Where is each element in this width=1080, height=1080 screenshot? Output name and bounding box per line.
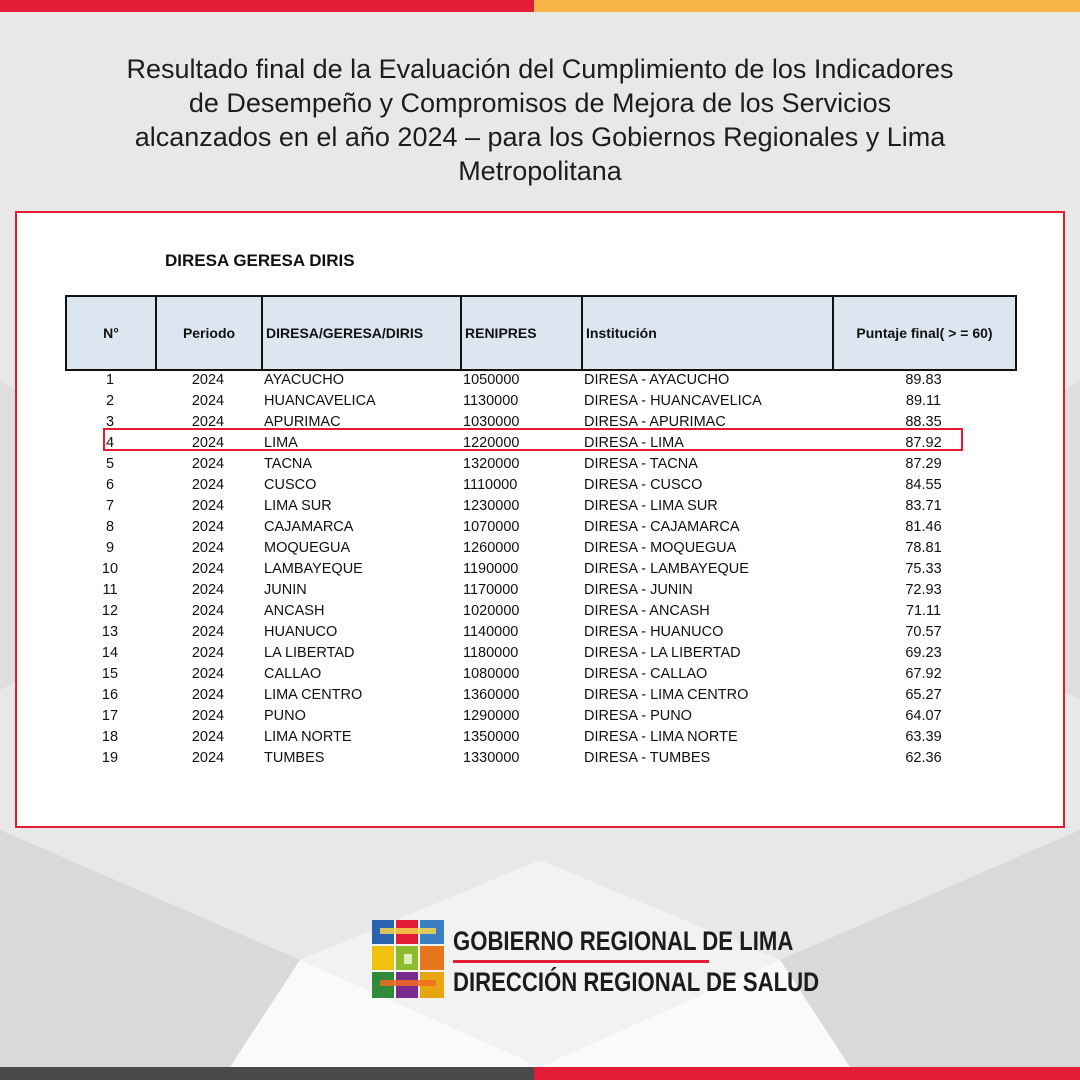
- results-card: [15, 211, 1065, 828]
- col-header-number: N°: [66, 296, 156, 370]
- page-title-line: Resultado final de la Evaluación del Cumplimiento de los Indicadores: [126, 54, 954, 84]
- cell-institucion: DIRESA - LIMA NORTE: [584, 729, 738, 745]
- cell-institucion: DIRESA - TACNA: [584, 456, 698, 472]
- cell-diresa: LIMA CENTRO: [264, 687, 363, 703]
- cell-puntaje: 89.83: [905, 372, 942, 388]
- cell-puntaje: 81.46: [905, 519, 942, 535]
- bottom-accent-bar-dark: [0, 1067, 534, 1080]
- cell-renipres: 1190000: [463, 561, 519, 577]
- cell-institucion: DIRESA - PUNO: [584, 708, 692, 724]
- table-row: [65, 727, 1015, 748]
- cell-periodo: 2024: [191, 477, 225, 493]
- cell-puntaje: 83.71: [905, 498, 942, 514]
- cell-diresa: PUNO: [264, 708, 306, 724]
- cell-diresa: LAMBAYEQUE: [264, 561, 363, 577]
- table-row: [65, 559, 1015, 580]
- table-row: [65, 622, 1015, 643]
- cell-diresa: HUANCAVELICA: [264, 393, 376, 409]
- col-header-diresa: DIRESA/GERESA/DIRIS: [262, 296, 461, 370]
- cell-number: 15: [101, 666, 119, 682]
- cell-institucion: DIRESA - LIMA SUR: [584, 498, 718, 514]
- cell-renipres: 1020000: [463, 603, 520, 619]
- cell-periodo: 2024: [191, 435, 225, 451]
- cell-diresa: AYACUCHO: [264, 372, 345, 388]
- cell-puntaje: 84.55: [905, 477, 942, 493]
- cell-institucion: DIRESA - ANCASH: [584, 603, 710, 619]
- cell-periodo: 2024: [191, 540, 225, 556]
- cell-institucion: DIRESA - CUSCO: [584, 477, 703, 493]
- cell-renipres: 1170000: [463, 582, 519, 598]
- cell-renipres: 1320000: [463, 456, 520, 472]
- organization-name: [453, 926, 900, 997]
- cell-institucion: DIRESA - LIMA: [584, 435, 684, 451]
- cell-renipres: 1180000: [463, 645, 519, 661]
- cell-institucion: DIRESA - TUMBES: [584, 750, 711, 766]
- table-row: [65, 391, 1015, 412]
- cell-diresa: CUSCO: [264, 477, 317, 493]
- table-body: [65, 370, 1015, 769]
- cell-periodo: 2024: [191, 666, 225, 682]
- cell-diresa: APURIMAC: [264, 414, 341, 430]
- cell-diresa: JUNIN: [264, 582, 307, 598]
- cell-number: 17: [101, 708, 119, 724]
- table-row: [65, 412, 1015, 433]
- table-row: [65, 454, 1015, 475]
- cell-diresa: CAJAMARCA: [264, 519, 354, 535]
- cell-puntaje: 88.35: [905, 414, 942, 430]
- table-row: [65, 601, 1015, 622]
- cell-institucion: DIRESA - HUANCAVELICA: [584, 393, 762, 409]
- cell-periodo: 2024: [191, 456, 225, 472]
- top-accent-bar-yellow: [534, 0, 1080, 12]
- cell-number: 19: [101, 750, 119, 766]
- cell-number: 8: [105, 519, 115, 535]
- table-header: [65, 295, 1017, 371]
- col-header-renipres: RENIPRES: [461, 296, 582, 370]
- col-header-institucion: Institución: [582, 296, 833, 370]
- org-name-line2: DIRECCIÓN REGIONAL DE SALUD: [453, 967, 820, 997]
- cell-institucion: DIRESA - MOQUEGUA: [584, 540, 737, 556]
- cell-puntaje: 64.07: [905, 708, 942, 724]
- cell-periodo: 2024: [191, 645, 225, 661]
- col-header-puntaje: Puntaje final( > = 60): [833, 296, 1016, 370]
- cell-number: 13: [101, 624, 119, 640]
- col-header-periodo: Periodo: [156, 296, 262, 370]
- cell-periodo: 2024: [191, 393, 225, 409]
- table-row: [65, 706, 1015, 727]
- cell-diresa: LA LIBERTAD: [264, 645, 355, 661]
- table-row: [65, 664, 1015, 685]
- cell-diresa: HUANUCO: [264, 624, 338, 640]
- page-title-line: de Desempeño y Compromisos de Mejora de los Servicios: [188, 88, 892, 118]
- org-divider: [453, 960, 709, 963]
- cell-renipres: 1220000: [463, 435, 520, 451]
- bottom-accent-bar-red: [534, 1067, 1080, 1080]
- cell-periodo: 2024: [191, 708, 225, 724]
- cell-renipres: 1110000: [463, 477, 518, 493]
- cell-periodo: 2024: [191, 603, 225, 619]
- cell-puntaje: 75.33: [905, 561, 942, 577]
- cell-renipres: 1140000: [463, 624, 519, 640]
- cell-puntaje: 87.92: [905, 435, 942, 451]
- cell-renipres: 1360000: [463, 687, 520, 703]
- cell-institucion: DIRESA - CAJAMARCA: [584, 519, 740, 535]
- section-title: DIRESA GERESA DIRIS: [165, 251, 355, 270]
- table-row: [65, 370, 1015, 391]
- cell-number: 11: [102, 582, 118, 598]
- results-table: [65, 370, 1015, 769]
- table-row: [65, 643, 1015, 664]
- cell-puntaje: 65.27: [905, 687, 942, 703]
- cell-puntaje: 70.57: [905, 624, 942, 640]
- cell-diresa: MOQUEGUA: [264, 540, 351, 556]
- table-row: [65, 580, 1015, 601]
- cell-periodo: 2024: [191, 729, 225, 745]
- page-title-line: Metropolitana: [458, 156, 622, 186]
- table-row: [65, 538, 1015, 559]
- cell-number: 4: [105, 435, 115, 451]
- cell-number: 18: [101, 729, 119, 745]
- cell-periodo: 2024: [191, 624, 225, 640]
- cell-renipres: 1070000: [463, 519, 520, 535]
- gobierno-regional-lima-logo-icon: [370, 918, 446, 1000]
- cell-number: 5: [105, 456, 115, 472]
- cell-periodo: 2024: [191, 687, 225, 703]
- cell-renipres: 1230000: [463, 498, 520, 514]
- cell-renipres: 1130000: [463, 393, 519, 409]
- cell-puntaje: 89.11: [905, 393, 942, 409]
- cell-number: 12: [101, 603, 119, 619]
- cell-renipres: 1260000: [463, 540, 520, 556]
- cell-diresa: ANCASH: [264, 603, 325, 619]
- cell-number: 7: [105, 498, 115, 514]
- cell-diresa: CALLAO: [264, 666, 322, 682]
- table-row: [65, 517, 1015, 538]
- cell-institucion: DIRESA - CALLAO: [584, 666, 708, 682]
- cell-periodo: 2024: [191, 519, 225, 535]
- table-row: [65, 433, 1015, 454]
- table-row: [65, 475, 1015, 496]
- cell-puntaje: 63.39: [905, 729, 942, 745]
- cell-diresa: TUMBES: [264, 750, 325, 766]
- cell-renipres: 1050000: [463, 372, 520, 388]
- cell-number: 16: [101, 687, 119, 703]
- cell-renipres: 1290000: [463, 708, 520, 724]
- cell-periodo: 2024: [191, 372, 225, 388]
- cell-number: 10: [101, 561, 119, 577]
- cell-institucion: DIRESA - JUNIN: [584, 582, 693, 598]
- cell-puntaje: 78.81: [905, 540, 942, 556]
- cell-number: 6: [105, 477, 115, 493]
- cell-puntaje: 71.11: [905, 603, 942, 619]
- cell-institucion: DIRESA - AYACUCHO: [584, 372, 730, 388]
- cell-periodo: 2024: [191, 498, 225, 514]
- cell-institucion: DIRESA - LA LIBERTAD: [584, 645, 741, 661]
- cell-institucion: DIRESA - LIMA CENTRO: [584, 687, 749, 703]
- cell-number: 3: [105, 414, 115, 430]
- cell-renipres: 1030000: [463, 414, 520, 430]
- cell-diresa: TACNA: [264, 456, 313, 472]
- table-row: [65, 685, 1015, 706]
- cell-number: 14: [101, 645, 119, 661]
- cell-diresa: LIMA NORTE: [264, 729, 352, 745]
- cell-periodo: 2024: [191, 750, 225, 766]
- page-title: [90, 52, 990, 188]
- cell-renipres: 1350000: [463, 729, 520, 745]
- cell-periodo: 2024: [191, 414, 225, 430]
- top-accent-bar-red: [0, 0, 534, 12]
- cell-number: 9: [105, 540, 115, 556]
- cell-puntaje: 72.93: [905, 582, 942, 598]
- cell-number: 2: [105, 393, 115, 409]
- table-row: [65, 496, 1015, 517]
- cell-institucion: DIRESA - APURIMAC: [584, 414, 726, 430]
- cell-diresa: LIMA: [264, 435, 298, 451]
- header-row: [66, 296, 1016, 370]
- cell-institucion: DIRESA - LAMBAYEQUE: [584, 561, 749, 577]
- page-title-line: alcanzados en el año 2024 – para los Gobiernos Regionales y Lima: [134, 122, 946, 152]
- cell-renipres: 1080000: [463, 666, 520, 682]
- cell-puntaje: 62.36: [905, 750, 942, 766]
- cell-periodo: 2024: [191, 561, 225, 577]
- cell-institucion: DIRESA - HUANUCO: [584, 624, 724, 640]
- cell-puntaje: 69.23: [905, 645, 942, 661]
- cell-puntaje: 67.92: [905, 666, 942, 682]
- table-row: [65, 748, 1015, 769]
- cell-diresa: LIMA SUR: [264, 498, 332, 514]
- cell-number: 1: [105, 372, 115, 388]
- org-name-line1: GOBIERNO REGIONAL DE LIMA: [453, 926, 794, 956]
- cell-puntaje: 87.29: [905, 456, 942, 472]
- cell-renipres: 1330000: [463, 750, 520, 766]
- cell-periodo: 2024: [191, 582, 225, 598]
